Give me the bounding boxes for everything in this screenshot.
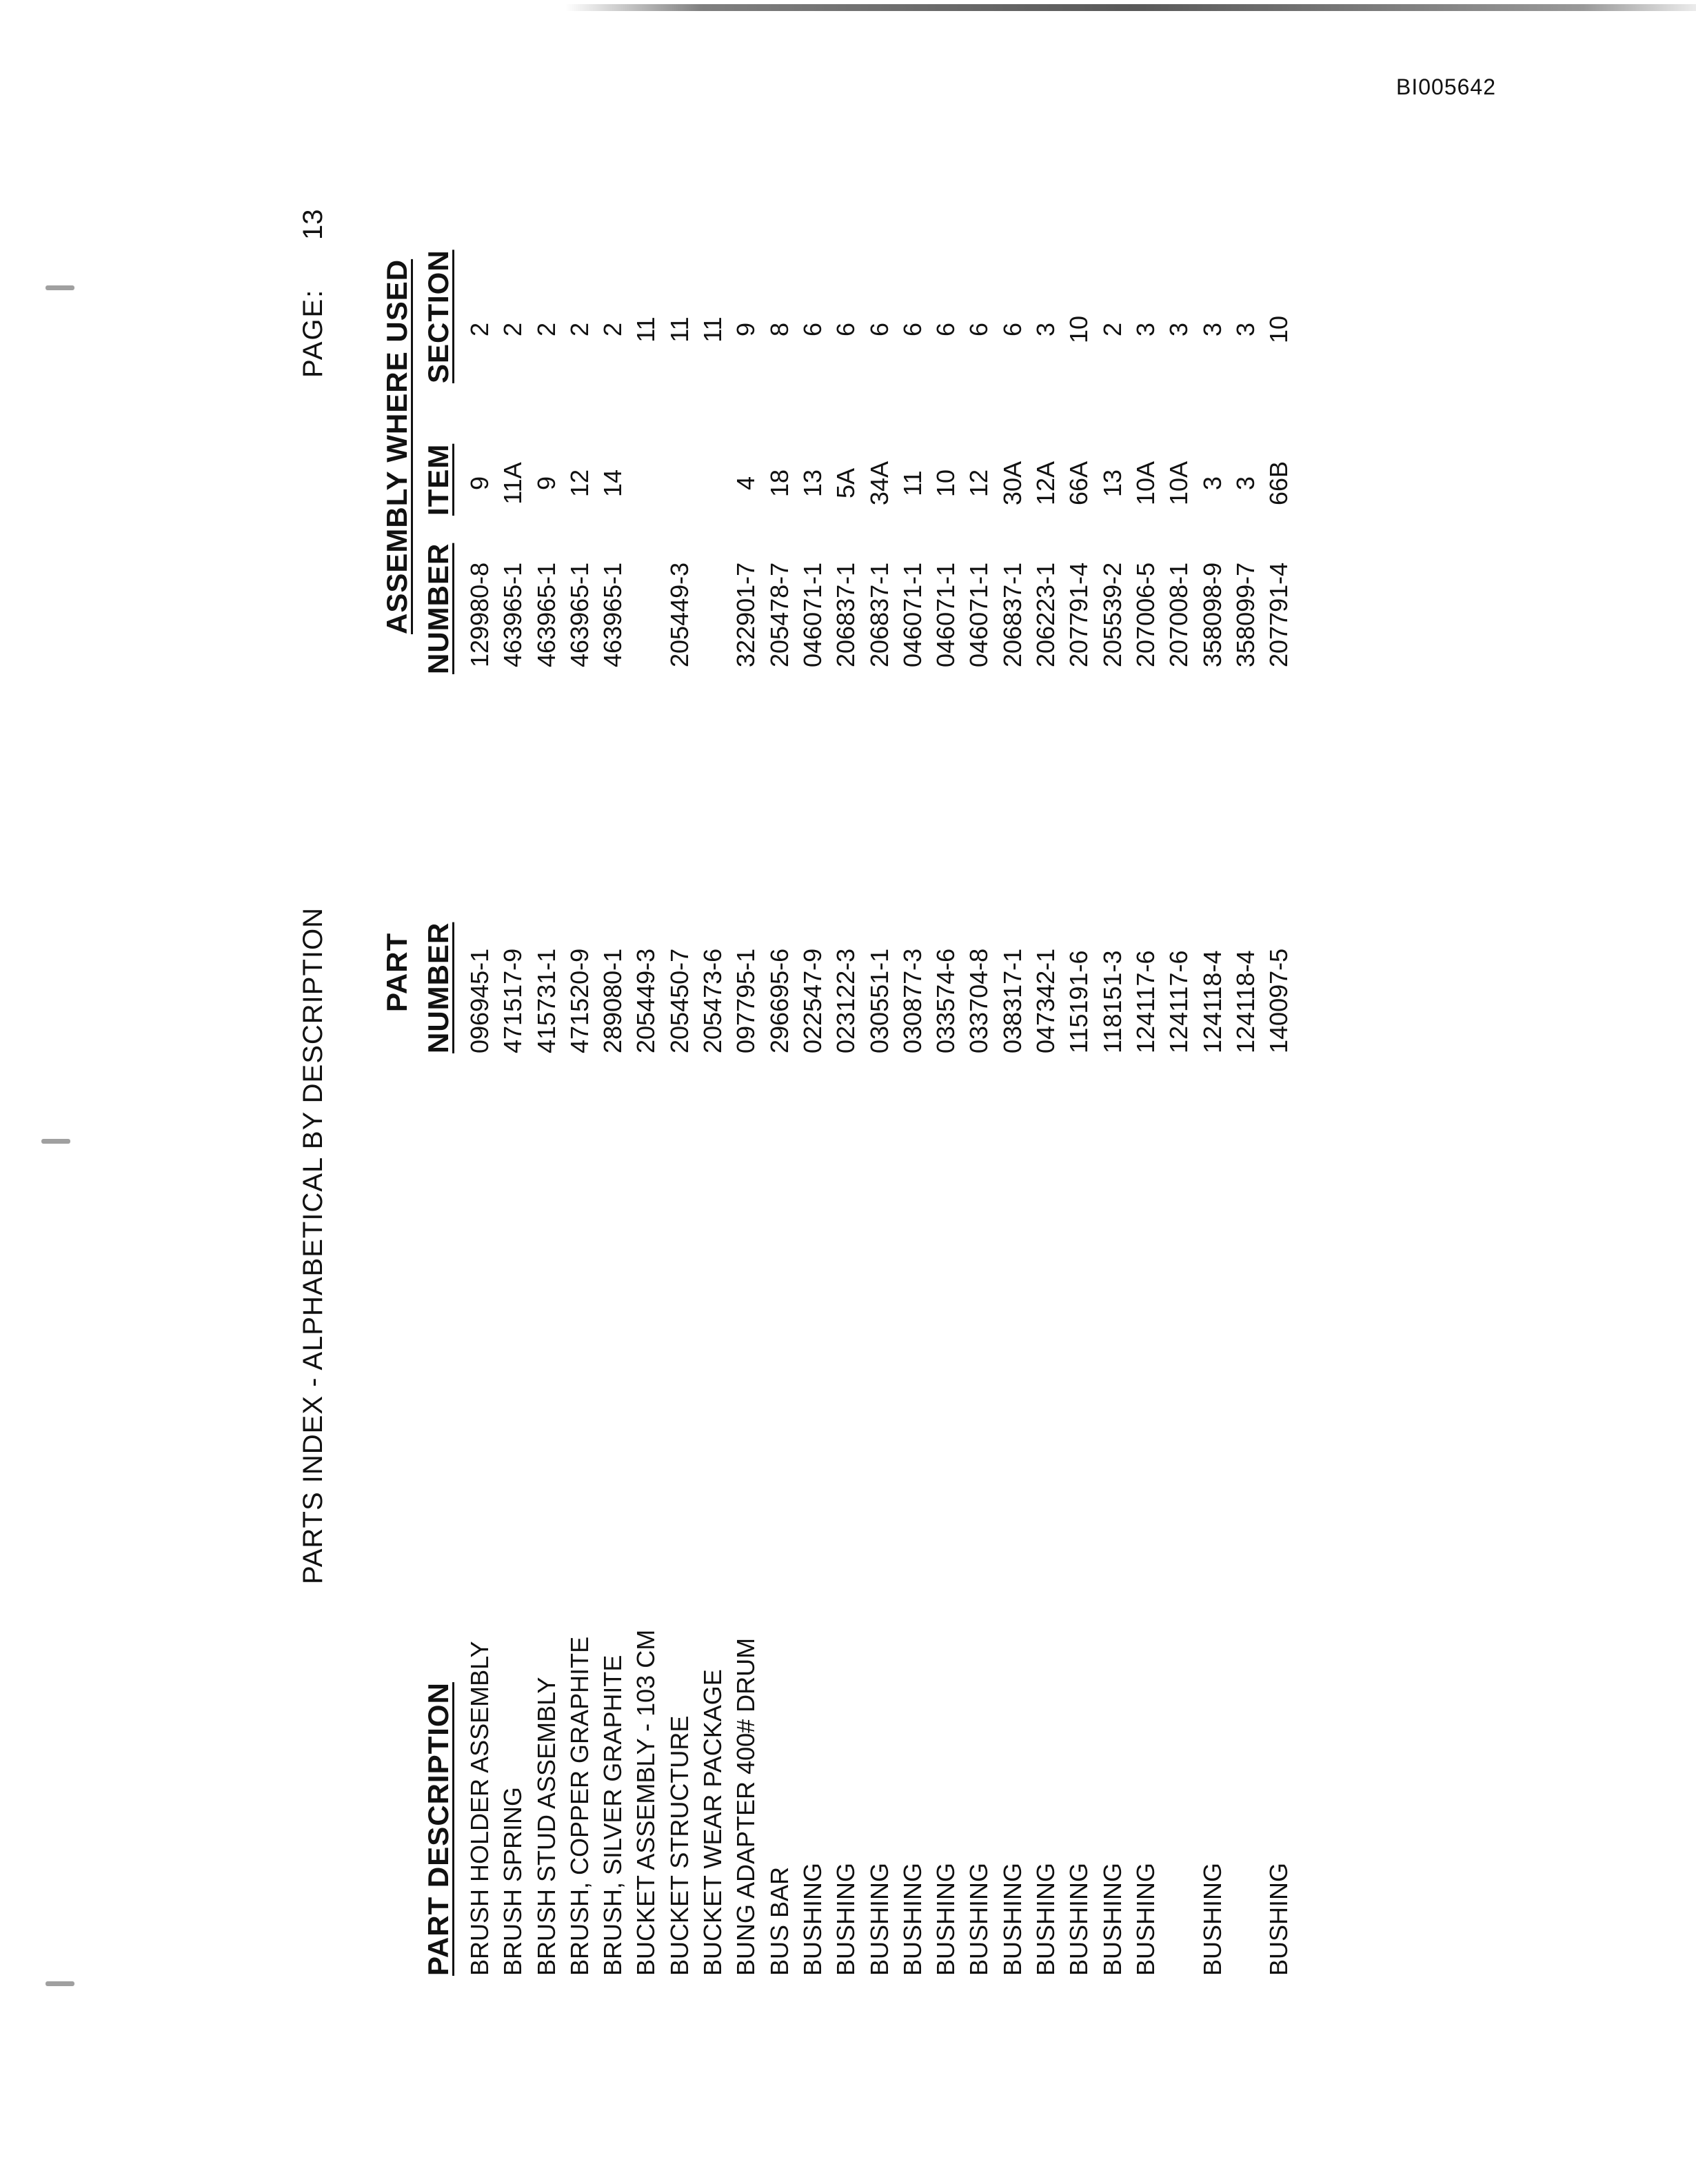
part-description-cell: BRUSH HOLDER ASSEMBLY (465, 1641, 494, 1976)
part-number-cell: 118151-3 (1098, 950, 1127, 1053)
section-cell: 10 (1264, 315, 1293, 344)
assembly-number-cell: 205478-7 (765, 562, 794, 667)
table-row (563, 0, 596, 2184)
part-description-cell: BUSHING (931, 1862, 960, 1976)
item-cell: 14 (598, 469, 627, 498)
item-cell: 3 (1231, 476, 1260, 491)
item-cell: 11 (898, 470, 927, 496)
table-row (1129, 0, 1162, 2184)
section-cell: 6 (865, 322, 894, 337)
table-row (496, 0, 529, 2184)
section-cell: 3 (1031, 322, 1060, 337)
section-cell: 2 (498, 322, 527, 337)
header-part-description: PART DESCRIPTION (422, 1682, 454, 1976)
section-cell: 2 (1098, 322, 1127, 337)
part-number-cell: 124117-6 (1164, 950, 1193, 1053)
assembly-number-cell: 046071-1 (965, 562, 993, 667)
part-description-cell: BUSHING (798, 1862, 827, 1976)
part-number-cell: 030551-1 (865, 948, 894, 1053)
table-row (1262, 0, 1295, 2184)
section-cell: 6 (965, 322, 993, 337)
part-description-cell: BUCKET ASSEMBLY - 103 CM (632, 1629, 660, 1976)
section-cell: 2 (565, 322, 594, 337)
table-row (463, 0, 496, 2184)
table-row (796, 0, 829, 2184)
assembly-number-cell: 207791-4 (1064, 562, 1093, 667)
part-number-cell: 038317-1 (998, 948, 1027, 1053)
item-cell: 34A (865, 461, 894, 506)
part-number-cell: 205450-7 (665, 948, 694, 1053)
section-cell: 3 (1198, 322, 1226, 337)
table-row (763, 0, 796, 2184)
part-description-cell: BUSHING (998, 1862, 1027, 1976)
part-number-cell: 415731-1 (532, 948, 561, 1053)
part-number-cell: 471517-9 (498, 948, 527, 1053)
part-description-cell: BRUSH STUD ASSEMBLY (532, 1677, 561, 1976)
item-cell: 3 (1198, 476, 1226, 491)
part-number-cell: 096945-1 (465, 948, 494, 1053)
table-row (962, 0, 996, 2184)
part-description-cell: BUSHING (898, 1862, 927, 1976)
page-label: PAGE: (298, 288, 328, 378)
part-description-cell: BUSHING (865, 1862, 894, 1976)
table-row (863, 0, 896, 2184)
assembly-number-cell: 358099-7 (1231, 562, 1260, 667)
assembly-number-cell: 463965-1 (498, 562, 527, 667)
part-description-cell: BUSHING (1198, 1862, 1226, 1976)
item-cell: 13 (1098, 469, 1127, 498)
assembly-number-cell: 463965-1 (565, 562, 594, 667)
assembly-number-cell: 205449-3 (665, 562, 694, 667)
section-cell: 11 (665, 316, 694, 343)
assembly-number-cell: 207006-5 (1131, 562, 1160, 667)
table-row (729, 0, 763, 2184)
assembly-number-cell: 463965-1 (598, 562, 627, 667)
table-row (596, 0, 629, 2184)
table-row (1096, 0, 1129, 2184)
part-description-cell: BRUSH SPRING (498, 1786, 527, 1976)
item-cell: 66A (1064, 461, 1093, 506)
part-description-cell: BUSHING (1264, 1862, 1293, 1976)
part-description-cell: BRUSH, COPPER GRAPHITE (565, 1636, 594, 1976)
section-cell: 8 (765, 322, 794, 337)
part-number-cell: 023122-3 (831, 948, 860, 1053)
document-id: BI005642 (1395, 74, 1496, 99)
item-cell: 30A (998, 461, 1027, 506)
header-part-number: NUMBER (422, 922, 454, 1053)
table-row (896, 0, 929, 2184)
part-description-cell: BUSHING (1131, 1862, 1160, 1976)
section-cell: 6 (998, 322, 1027, 337)
item-cell: 12 (565, 469, 594, 498)
table-row (929, 0, 962, 2184)
item-cell: 10 (931, 469, 960, 498)
page-title: PARTS INDEX - ALPHABETICAL BY DESCRIPTION (298, 907, 328, 1584)
assembly-number-cell: 322901-7 (731, 562, 760, 667)
assembly-number-cell: 046071-1 (898, 562, 927, 667)
section-cell: 3 (1164, 322, 1193, 337)
part-number-cell: 140097-5 (1264, 948, 1293, 1053)
section-cell: 6 (831, 322, 860, 337)
section-cell: 9 (731, 322, 760, 337)
table-row (1162, 0, 1195, 2184)
part-number-cell: 124117-6 (1131, 950, 1160, 1053)
assembly-number-cell: 206223-1 (1031, 562, 1060, 667)
section-cell: 3 (1131, 322, 1160, 337)
item-cell: 10A (1164, 461, 1193, 506)
table-row (663, 0, 696, 2184)
section-cell: 11 (698, 316, 727, 343)
item-cell: 9 (532, 476, 561, 491)
assembly-number-cell: 129980-8 (465, 562, 494, 667)
part-description-cell: BUSHING (1031, 1862, 1060, 1976)
part-number-cell: 030877-3 (898, 948, 927, 1053)
header-section: SECTION (422, 250, 454, 383)
part-number-cell: 115191-6 (1064, 950, 1093, 1053)
part-description-cell: BUSHING (831, 1862, 860, 1976)
section-cell: 6 (798, 322, 827, 337)
page-number: 13 (298, 209, 328, 240)
table-row (829, 0, 862, 2184)
section-cell: 2 (465, 322, 494, 337)
header-assembly-where-used: ASSEMBLY WHERE USED (381, 259, 413, 634)
assembly-number-cell: 046071-1 (798, 562, 827, 667)
part-description-cell: BUSHING (1098, 1862, 1127, 1976)
assembly-number-cell: 206837-1 (831, 562, 860, 667)
header-item: ITEM (422, 443, 454, 516)
item-cell: 66B (1264, 461, 1293, 506)
section-cell: 3 (1231, 322, 1260, 337)
item-cell: 4 (731, 476, 760, 491)
part-number-cell: 471520-9 (565, 948, 594, 1053)
section-cell: 2 (598, 322, 627, 337)
part-number-cell: 289080-1 (598, 948, 627, 1053)
part-description-cell: BUS BAR (765, 1866, 794, 1976)
section-cell: 10 (1064, 315, 1093, 344)
part-description-cell: BUNG ADAPTER 400# DRUM (731, 1637, 760, 1976)
table-row (1062, 0, 1096, 2184)
part-number-cell: 097795-1 (731, 948, 760, 1053)
item-cell: 13 (798, 469, 827, 498)
assembly-number-cell: 207008-1 (1164, 562, 1193, 667)
part-description-cell: BRUSH, SILVER GRAPHITE (598, 1655, 627, 1976)
item-cell: 10A (1131, 461, 1160, 506)
assembly-number-cell: 046071-1 (931, 562, 960, 667)
assembly-number-cell: 358098-9 (1198, 562, 1226, 667)
header-assembly-number: NUMBER (422, 543, 454, 674)
table-row (996, 0, 1029, 2184)
assembly-number-cell: 205539-2 (1098, 562, 1127, 667)
part-number-cell: 296695-6 (765, 948, 794, 1053)
item-cell: 9 (465, 476, 494, 491)
header-part: PART (381, 932, 413, 1012)
part-number-cell: 124118-4 (1231, 950, 1260, 1053)
part-number-cell: 205449-3 (632, 948, 660, 1053)
table-row (1196, 0, 1229, 2184)
item-cell: 18 (765, 469, 794, 498)
assembly-number-cell: 207791-4 (1264, 562, 1293, 667)
part-number-cell: 205473-6 (698, 948, 727, 1053)
item-cell: 11A (498, 462, 527, 505)
item-cell: 5A (831, 467, 860, 499)
item-cell: 12 (965, 469, 993, 498)
part-number-cell: 033704-8 (965, 948, 993, 1053)
table-row (1029, 0, 1062, 2184)
part-number-cell: 124118-4 (1198, 950, 1226, 1053)
part-number-cell: 033574-6 (931, 948, 960, 1053)
section-cell: 6 (898, 322, 927, 337)
assembly-number-cell: 206837-1 (998, 562, 1027, 667)
section-cell: 11 (632, 316, 660, 343)
assembly-number-cell: 206837-1 (865, 562, 894, 667)
table-row (696, 0, 729, 2184)
assembly-number-cell: 463965-1 (532, 562, 561, 667)
table-row (530, 0, 563, 2184)
section-cell: 2 (532, 322, 561, 337)
part-description-cell: BUSHING (965, 1862, 993, 1976)
section-cell: 6 (931, 322, 960, 337)
item-cell: 12A (1031, 461, 1060, 506)
part-number-cell: 022547-9 (798, 948, 827, 1053)
table-row (1229, 0, 1262, 2184)
part-description-cell: BUCKET STRUCTURE (665, 1715, 694, 1976)
part-description-cell: BUSHING (1064, 1862, 1093, 1976)
part-description-cell: BUCKET WEAR PACKAGE (698, 1669, 727, 1976)
part-number-cell: 047342-1 (1031, 948, 1060, 1053)
parts-table (463, 0, 1295, 2184)
table-row (629, 0, 663, 2184)
